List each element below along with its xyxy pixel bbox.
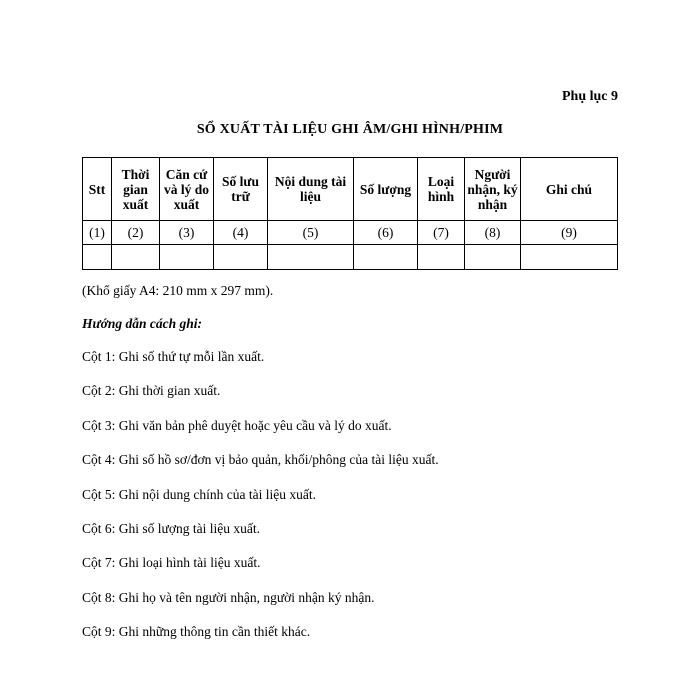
header-cell: Người nhận, ký nhận <box>465 158 521 221</box>
header-cell: Nội dung tài liệu <box>268 158 354 221</box>
appendix-label: Phụ lục 9 <box>561 89 618 104</box>
blank-cell <box>112 245 160 270</box>
header-row <box>83 158 618 221</box>
document-title: SỔ XUẤT TÀI LIỆU GHI ÂM/GHI HÌNH/PHIM <box>196 122 504 137</box>
export-register-table <box>82 157 618 270</box>
guide-item: Cột 2: Ghi thời gian xuất. <box>82 383 221 399</box>
column-number-cell: (7) <box>418 221 465 245</box>
column-number-cell: (5) <box>268 221 354 245</box>
guide-item: Cột 1: Ghi số thứ tự mỗi lần xuất. <box>82 349 265 364</box>
column-number-cell: (3) <box>160 221 214 245</box>
blank-cell <box>268 245 354 270</box>
blank-cell <box>465 245 521 270</box>
column-number-cell: (4) <box>214 221 268 245</box>
header-cell: Ghi chú <box>521 158 618 221</box>
blank-cell <box>83 245 112 270</box>
paper-size-note: (Khổ giấy A4: 210 mm x 297 mm). <box>82 283 274 298</box>
guide-item: Cột 6: Ghi số lượng tài liệu xuất. <box>82 520 260 536</box>
column-number-cell: (2) <box>112 221 160 245</box>
guide-item: Cột 3: Ghi văn bản phê duyệt hoặc yêu cầu và lý do xuất. <box>82 417 392 433</box>
blank-cell <box>160 245 214 270</box>
column-number-row <box>83 221 618 245</box>
header-cell: Stt <box>83 158 112 221</box>
header-cell: Thời gian xuất <box>112 158 160 221</box>
guide-list <box>82 350 439 660</box>
guide-item: Cột 7: Ghi loại hình tài liệu xuất. <box>82 555 261 571</box>
guide-item: Cột 8: Ghi họ và tên người nhận, người nhận ký nhận. <box>82 589 375 605</box>
guide-heading: Hướng dẫn cách ghi: <box>82 316 202 331</box>
column-number-cell: (6) <box>354 221 418 245</box>
header-cell: Số lượng <box>354 158 418 221</box>
guide-item: Cột 9: Ghi những thông tin cần thiết khác. <box>82 624 311 640</box>
header-cell: Số lưu trữ <box>214 158 268 221</box>
guide-item: Cột 4: Ghi số hồ sơ/đơn vị bảo quản, khối/phông của tài liệu xuất. <box>82 452 439 468</box>
blank-cell <box>354 245 418 270</box>
blank-cell <box>418 245 465 270</box>
header-cell: Loại hình <box>418 158 465 221</box>
header-cell: Căn cứ và lý do xuất <box>160 158 214 221</box>
column-number-cell: (1) <box>83 221 112 245</box>
guide-item: Cột 5: Ghi nội dung chính của tài liệu xuất. <box>82 486 316 502</box>
blank-cell <box>214 245 268 270</box>
column-number-cell: (9) <box>521 221 618 245</box>
column-number-cell: (8) <box>465 221 521 245</box>
blank-cell <box>521 245 618 270</box>
blank-entry-row <box>83 245 618 270</box>
